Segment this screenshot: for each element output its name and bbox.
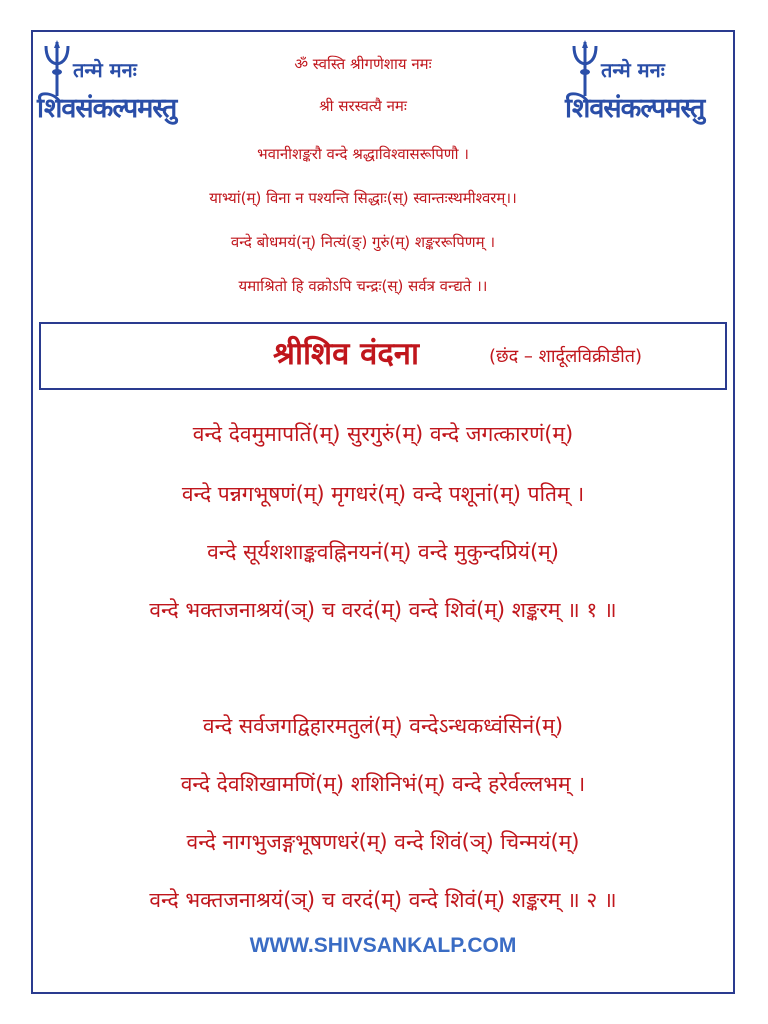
page-frame bbox=[31, 30, 735, 994]
header bbox=[33, 32, 733, 320]
verse-line: वन्दे नागभुजङ्गभूषणधरं(म्) वन्दे शिवं(ञ्) चिन्मयं(म्) bbox=[186, 830, 580, 854]
invocation-line: याभ्यां(म्) विना न पश्यन्ति सिद्धाः(स्) स्वान्तःस्थमीश्वरम्।। bbox=[209, 189, 517, 207]
verse-line: वन्दे सर्वजगद्विहारमतुलं(म्) वन्देऽन्धकध्वंसिनं(म्) bbox=[202, 714, 564, 738]
invocation-line: यमाश्रितो हि वक्रोऽपि चन्द्रः(स्) सर्वत्र वन्द्यते ।। bbox=[238, 277, 488, 295]
invocation-line: ॐ स्वस्ति श्रीगणेशाय नमः bbox=[294, 55, 432, 73]
logo-line1: तन्मे मनः bbox=[601, 58, 665, 82]
logo-line2: शिवसंकल्पमस्तु bbox=[37, 93, 177, 124]
meter-subtitle: (छंद – शार्दूलविक्रीडीत) bbox=[489, 346, 643, 367]
logo-line2: शिवसंकल्पमस्तु bbox=[565, 93, 705, 124]
invocation-line: श्री सरस्वत्यै नमः bbox=[319, 97, 407, 115]
verse-line: वन्दे भक्तजनाश्रयं(ञ्) च वरदं(म्) वन्दे शिवं(म्) शङ्करम् ॥ १ ॥ bbox=[149, 598, 617, 622]
verse-line: वन्दे भक्तजनाश्रयं(ञ्) च वरदं(म्) वन्दे शिवं(म्) शङ्करम् ॥ २ ॥ bbox=[149, 888, 617, 912]
page-title: श्रीशिव वंदना bbox=[273, 336, 420, 372]
invocation-line: भवानीशङ्करौ वन्दे श्रद्धाविश्वासरूपिणौ । bbox=[257, 145, 469, 163]
verse-line: वन्दे पन्नगभूषणं(म्) मृगधरं(म्) वन्दे पशूनां(म्) पतिम् । bbox=[181, 482, 585, 506]
logo-line1: तन्मे मनः bbox=[73, 58, 137, 82]
verse-line: वन्दे देवमुमापतिं(म्) सुरगुरुं(म्) वन्दे जगत्कारणं(म्) bbox=[192, 422, 574, 446]
verse-line: वन्दे देवशिखामणिं(म्) शशिनिभं(म्) वन्दे हरेर्वल्लभम् । bbox=[180, 772, 586, 796]
invocation-line: वन्दे बोधमयं(न्) नित्यं(ङ्) गुरुं(म्) शङ्कररूपिणम् । bbox=[230, 233, 496, 251]
verse-line: वन्दे सूर्यशशाङ्कवह्निनयनं(म्) वन्दे मुकुन्दप्रियं(म्) bbox=[207, 540, 559, 564]
website-link[interactable]: WWW.SHIVSANKALP.COM bbox=[249, 934, 517, 957]
logo-right bbox=[565, 40, 725, 130]
title-box bbox=[39, 322, 727, 390]
